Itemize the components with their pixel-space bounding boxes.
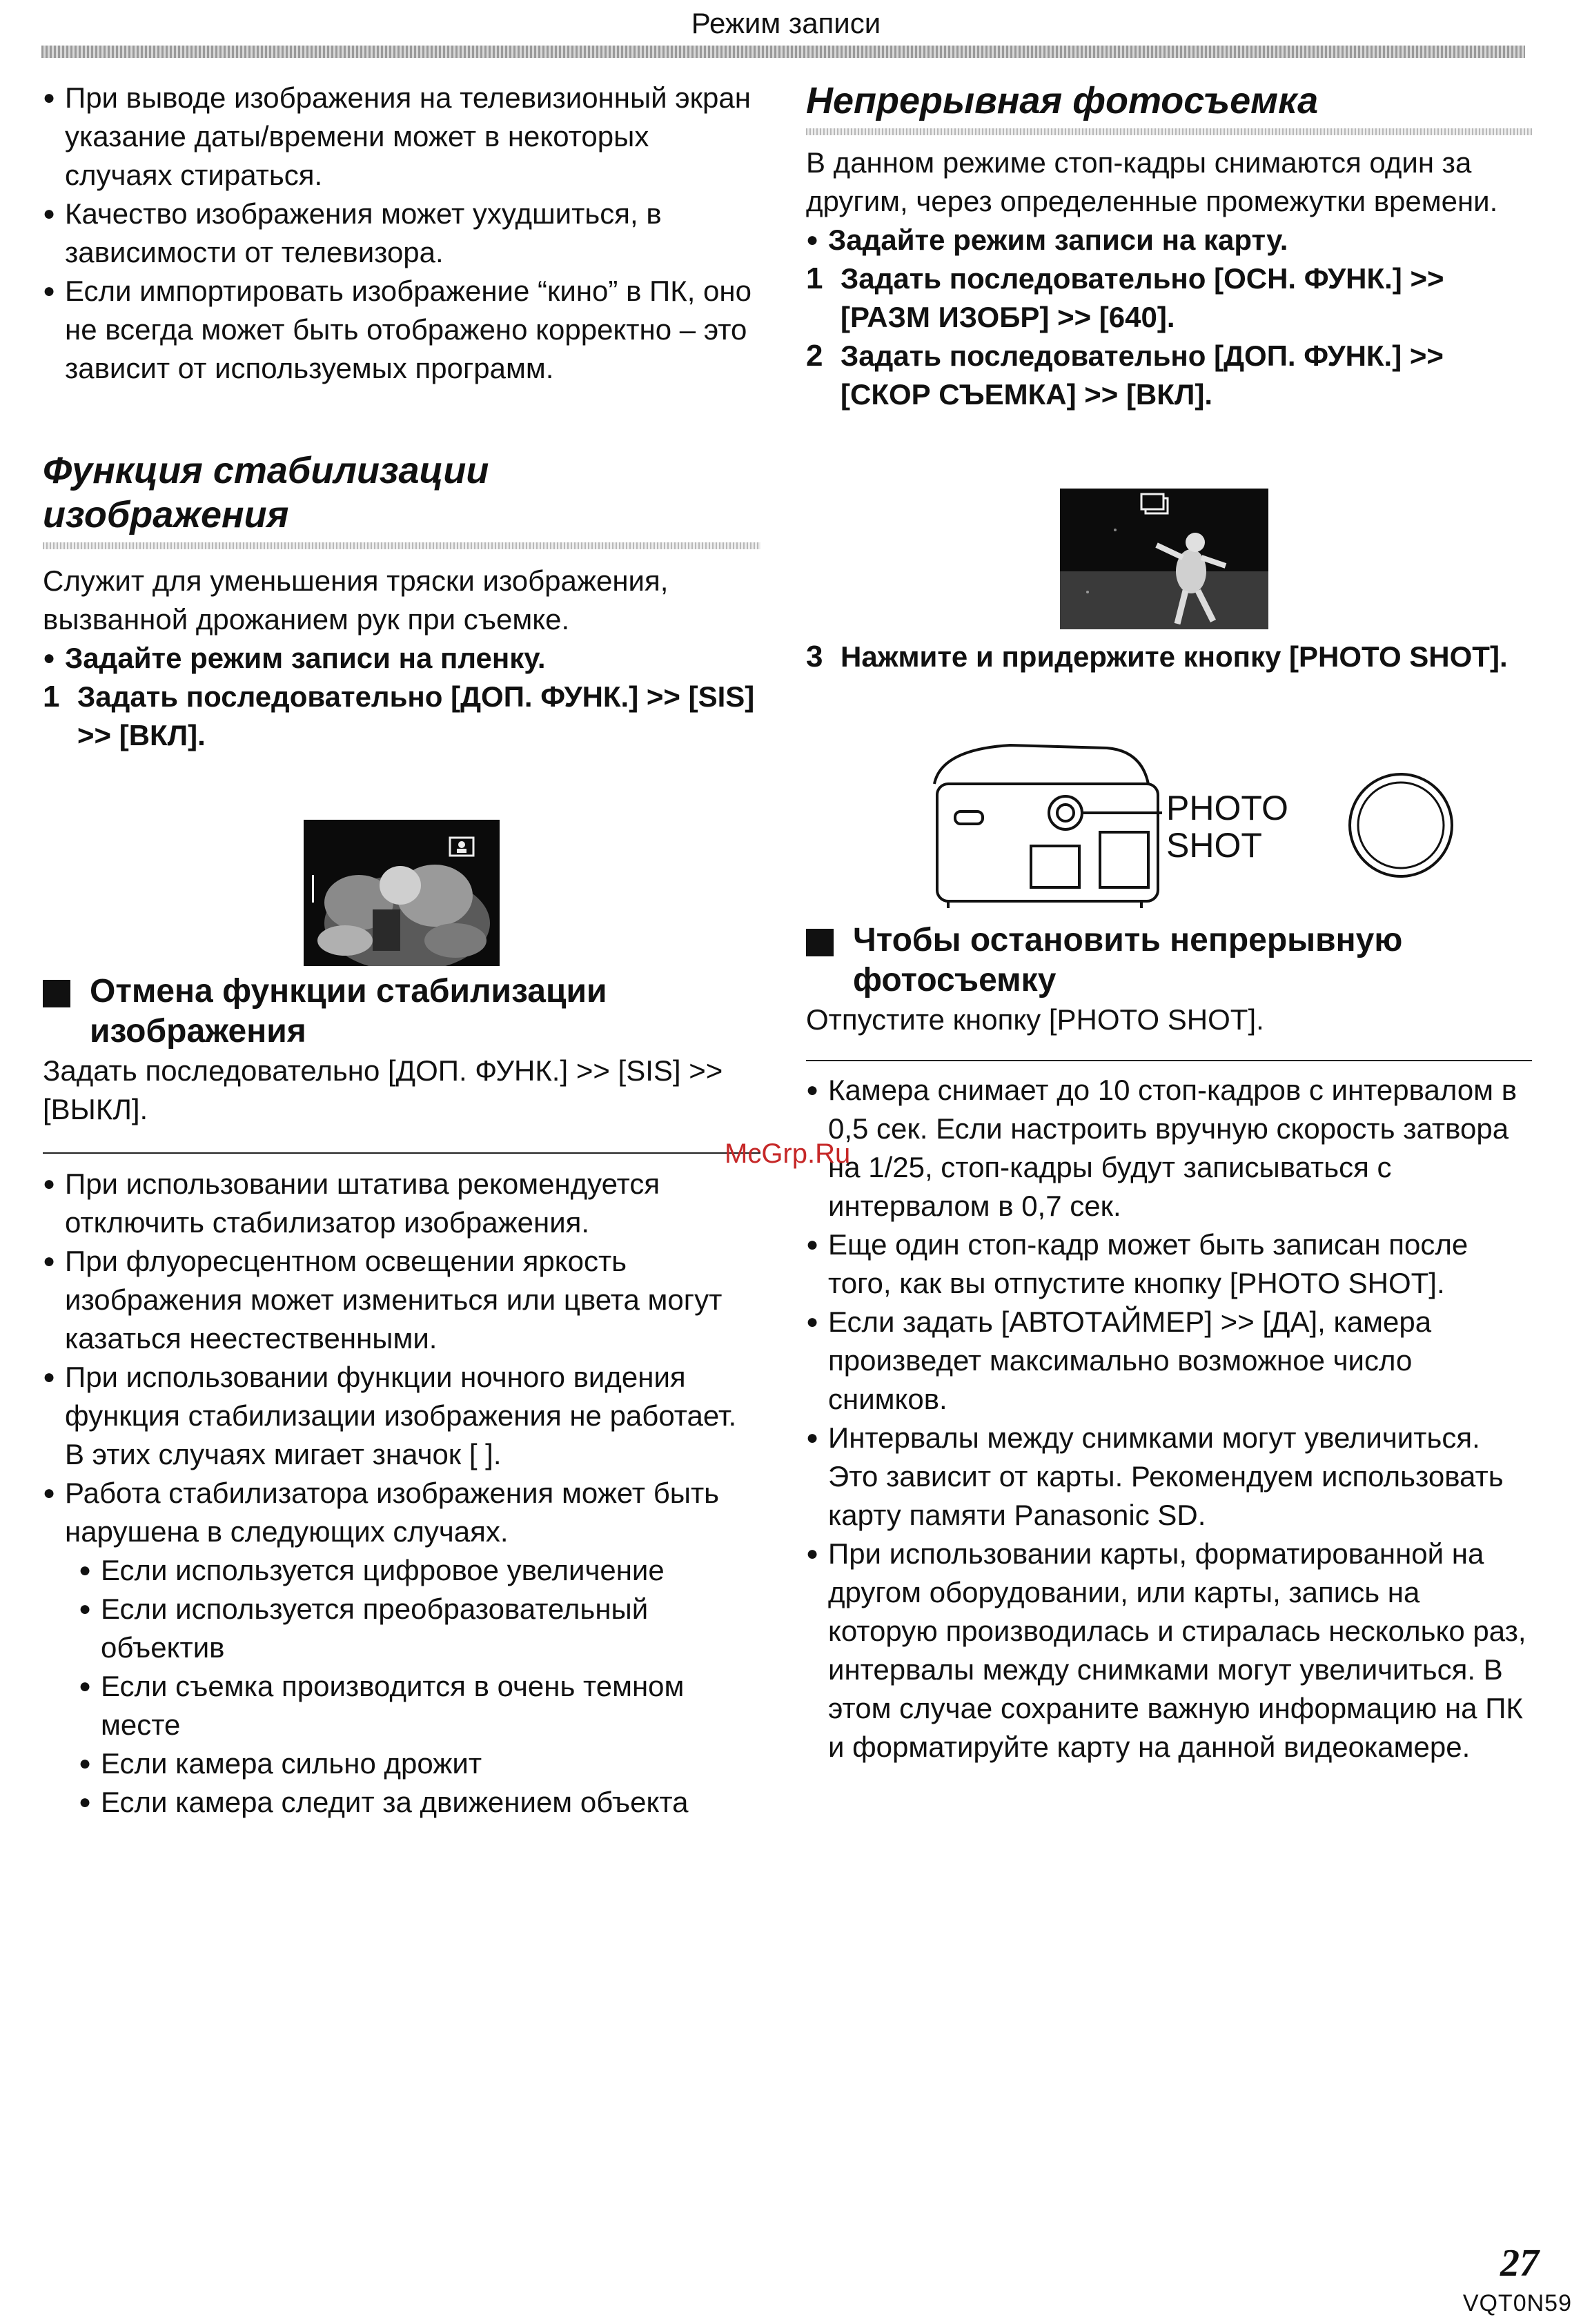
step-number: 3	[806, 640, 823, 673]
square-marker-icon	[43, 980, 70, 1007]
sub-note-item: ● Если используется преобразовательный объектив	[43, 1590, 760, 1667]
header-rule	[41, 46, 1525, 58]
camcorder-icon	[927, 736, 1507, 911]
sis-screen-illustration	[304, 820, 500, 966]
watermark: McGrp.Ru	[725, 1139, 851, 1169]
note-item: ● При использовании карты, форматированной на другом оборудовании, или карты, запись на которую производилась и стиралась несколько раз, интервалы между снимками могут увеличиться. В этом случае сохраните важную информацию на ПК и форматируйте карту на данной видеокамере.	[806, 1535, 1532, 1766]
stabilization-notes	[43, 1165, 760, 1822]
stop-burst-text: Отпустите кнопку [PHOTO SHOT].	[806, 1003, 1264, 1036]
right-divider	[806, 1060, 1532, 1061]
note-item: ● При использовании штатива рекомендуется отключить стабилизатор изображения.	[43, 1165, 760, 1242]
page-number: 27	[1500, 2242, 1539, 2285]
burst-step-1	[806, 259, 1532, 337]
stabilization-body	[43, 562, 760, 755]
section-rule	[43, 542, 760, 549]
photo-shot-button-icon	[1350, 774, 1452, 876]
step-text: Задать последовательно [ОСН. ФУНК.] >> [РАЗМ ИЗОБР] >> [640].	[841, 262, 1444, 333]
intro-note: ● Если импортировать изображение “кино” в ПК, оно не всегда может быть отображено корректно – это зависит от используемых программ.	[43, 272, 760, 388]
note-item: ● При использовании функции ночного видения функция стабилизации изображения не работает. В этих случаях мигает значок [ ].	[43, 1358, 760, 1474]
stabilization-title-line2: изображения	[43, 494, 289, 535]
step-text: Задать последовательно [ДОП. ФУНК.] >> [SIS] >> [ВКЛ].	[77, 680, 755, 751]
note-item: ● При флуоресцентном освещении яркость изображения может измениться или цвета могут казаться неестественными.	[43, 1242, 760, 1358]
note-item: ● Камера снимает до 10 стоп-кадров с интервалом в 0,5 сек. Если настроить вручную скорость затвора на 1/25, стоп-кадры будут записываться с интервалом в 0,7 сек.	[806, 1071, 1532, 1225]
card-mode-note: ● Задайте режим записи на карту.	[806, 221, 1532, 259]
stabilization-description: Служит для уменьшения тряски изображения, вызванной дрожанием рук при съемке.	[43, 564, 669, 636]
square-marker-icon	[806, 929, 834, 956]
cancel-stabilization-title: Отмена функции стабилизации изображения	[43, 972, 760, 1052]
burst-section-header	[806, 79, 1532, 135]
sis-screen-graphic	[304, 820, 500, 966]
step-text: Задать последовательно [ДОП. ФУНК.] >> [СКОР СЪЕМКА] >> [ВКЛ].	[841, 339, 1444, 411]
stop-burst-title: Чтобы остановить непрерывную фотосъемку	[806, 920, 1532, 1001]
note-item: ● Еще один стоп-кадр может быть записан после того, как вы отпустите кнопку [PHOTO SHOT].	[806, 1225, 1532, 1303]
left-divider	[43, 1152, 760, 1154]
stabilization-section-header	[43, 449, 760, 549]
intro-notes	[43, 79, 760, 388]
burst-step-2	[806, 337, 1532, 414]
camera-illustration	[927, 736, 1507, 911]
intro-note: ● При выводе изображения на телевизионный экран указание даты/времени может в некоторых случаях стираться.	[43, 79, 760, 195]
burst-screen-illustration	[1060, 489, 1268, 629]
cancel-stabilization-block	[43, 972, 760, 1129]
sub-note-item: ● Если камера сильно дрожит	[43, 1744, 760, 1783]
note-item: ● Если задать [АВТОТАЙМЕР] >> [ДА], камера произведет максимально возможное число снимков.	[806, 1303, 1532, 1419]
stop-burst-block	[806, 920, 1532, 1039]
note-item: ● Интервалы между снимками могут увеличиться. Это зависит от карты. Рекомендуем использовать карту памяти Panasonic SD.	[806, 1419, 1532, 1535]
step-number: 1	[806, 262, 823, 295]
burst-description: В данном режиме стоп-кадры снимаются один за другим, через определенные промежутки времени.	[806, 146, 1498, 217]
burst-notes	[806, 1071, 1532, 1766]
photo-shot-label-line1: PHOTO	[1166, 789, 1288, 827]
section-rule	[806, 128, 1532, 135]
photo-shot-label-line2: SHOT	[1166, 826, 1262, 865]
stabilization-title-line1: Функция стабилизации	[43, 450, 489, 491]
step-text: Нажмите и придержите кнопку [PHOTO SHOT].	[841, 640, 1508, 673]
burst-title: Непрерывная фотосъемка	[806, 80, 1319, 121]
burst-body	[806, 144, 1532, 414]
sub-note-item: ● Если съемка производится в очень темном месте	[43, 1667, 760, 1744]
cancel-stabilization-text: Задать последовательно [ДОП. ФУНК.] >> [SIS] >> [ВЫКЛ].	[43, 1054, 723, 1125]
step-number: 2	[806, 339, 823, 373]
step-number: 1	[43, 680, 60, 713]
burst-screen-graphic	[1060, 489, 1268, 629]
document-code: VQT0N59	[1462, 2290, 1572, 2316]
sub-note-item: ● Если камера следит за движением объекта	[43, 1783, 760, 1822]
intro-note: ● Качество изображения может ухудшиться, в зависимости от телевизора.	[43, 195, 760, 272]
sub-note-item: ● Если используется цифровое увеличение	[43, 1551, 760, 1590]
tape-mode-note: ● Задайте режим записи на пленку.	[43, 639, 760, 678]
page-header-title: Режим записи	[691, 7, 881, 39]
burst-step-3	[806, 638, 1532, 676]
note-item: ● Работа стабилизатора изображения может быть нарушена в следующих случаях.	[43, 1474, 760, 1551]
stabilization-step-1	[43, 678, 760, 755]
burst-step-3-block	[806, 638, 1532, 676]
